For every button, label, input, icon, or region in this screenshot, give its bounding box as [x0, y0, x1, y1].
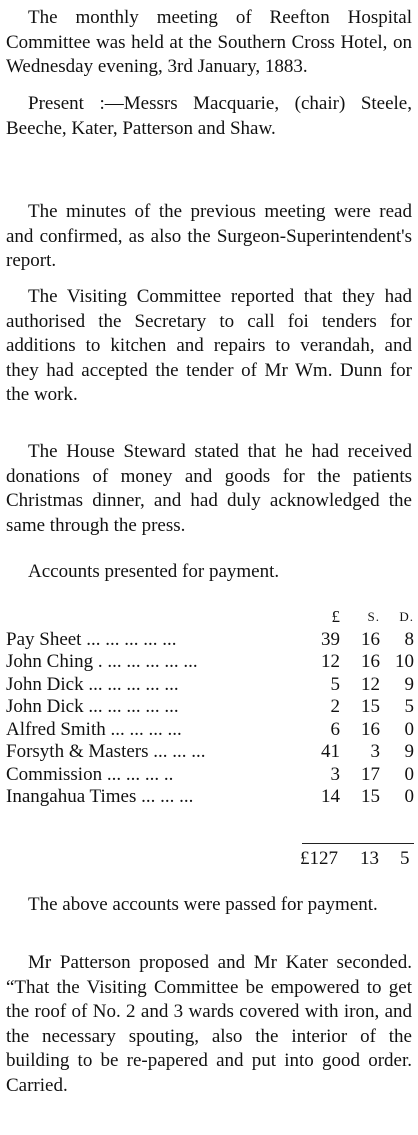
- pounds-cell: 12: [321, 651, 340, 672]
- pounds-header: £: [331, 607, 340, 626]
- pounds-cell: 41: [321, 741, 340, 762]
- shillings-header: S.: [367, 609, 380, 624]
- accounts-header-row: [6, 606, 414, 629]
- total-shillings: 13: [360, 848, 379, 869]
- motion-paragraph: Mr Patterson proposed and Mr Kater seconded. “That the Visiting Committee be empowered to get the roof of No. 2 and 3 wards covered with iron, and the necessary spouting, also the interior of the building to be re-papered and put into good order. Carried.: [6, 952, 412, 1096]
- pence-header: D.: [399, 609, 414, 624]
- table-row: [6, 741, 414, 764]
- pence-cell: 0: [404, 718, 414, 740]
- shillings-cell: 16: [361, 718, 380, 740]
- payee-name: Commission: [6, 763, 103, 785]
- dot-leader: ... ... ... ...: [105, 718, 182, 740]
- meeting-paragraph: The monthly meeting of Reefton Hospital Committee was held at the Southern Cross Hotel, on Wednesday evening, 3rd January, 1883.: [6, 7, 412, 77]
- pence-cell: 8: [404, 628, 414, 650]
- payee-name: Pay Sheet: [6, 628, 82, 650]
- dot-leader: ... ... ...: [136, 786, 194, 807]
- table-row: [6, 629, 414, 652]
- payee-name: John Ching: [6, 651, 94, 672]
- table-row: [6, 651, 414, 674]
- pence-cell: 5: [404, 696, 414, 717]
- shillings-cell: 17: [361, 763, 380, 785]
- dot-leader: . ... ... ... ... ...: [93, 651, 198, 672]
- payee-name: John Dick: [6, 673, 84, 695]
- visiting-committee-paragraph: The Visiting Committee reported that they had authorised the Secretary to call foi tenders for additions to kitchen and repairs to verandah, and they had accepted the tender of Mr Wm. Dunn for the work.: [6, 286, 412, 405]
- payee-name: Alfred Smith: [6, 718, 106, 740]
- pence-cell: 9: [404, 741, 414, 762]
- table-row: [6, 719, 414, 742]
- minutes-paragraph: The minutes of the previous meeting were read and confirmed, as also the Surgeon-Superintendent's report.: [6, 201, 412, 271]
- dot-leader: ... ... ...: [148, 741, 206, 762]
- pounds-cell: 39: [321, 628, 340, 650]
- dot-leader: ... ... ... ... ...: [81, 628, 177, 650]
- table-row: [6, 674, 414, 697]
- dot-leader: ... ... ... ... ...: [83, 696, 179, 717]
- accounts-table: [6, 606, 414, 809]
- dot-leader: ... ... ... ... ...: [83, 673, 179, 695]
- payee-name: Forsyth & Masters: [6, 741, 149, 762]
- shillings-cell: 15: [361, 696, 380, 717]
- table-row: [6, 764, 414, 787]
- shillings-cell: 3: [370, 741, 380, 762]
- shillings-cell: 16: [361, 651, 380, 672]
- dot-leader: ... ... ... ..: [102, 763, 174, 785]
- total-pounds: £127: [300, 848, 338, 869]
- pence-cell: 9: [404, 673, 414, 695]
- total-rule: [302, 843, 414, 844]
- accounts-heading: Accounts presented for payment.: [28, 561, 280, 582]
- present-paragraph: Present :—Messrs Macquarie, (chair) Steele, Beeche, Kater, Patterson and Shaw.: [6, 93, 412, 139]
- pounds-cell: 2: [330, 696, 340, 717]
- pence-cell: 0: [404, 786, 414, 807]
- pounds-cell: 14: [321, 786, 340, 807]
- payee-name: Inangahua Times: [6, 786, 137, 807]
- table-row: [6, 786, 414, 809]
- pounds-cell: 3: [330, 763, 340, 785]
- shillings-cell: 12: [361, 673, 380, 695]
- total-pence: 5: [400, 848, 410, 869]
- payee-name: John Dick: [6, 696, 84, 717]
- shillings-cell: 15: [361, 786, 380, 807]
- pence-cell: 10: [395, 651, 414, 672]
- shillings-cell: 16: [361, 628, 380, 650]
- accounts-passed-paragraph: The above accounts were passed for payment.: [28, 894, 378, 915]
- pounds-cell: 6: [330, 718, 340, 740]
- pounds-cell: 5: [330, 673, 340, 695]
- house-steward-paragraph: The House Steward stated that he had received donations of money and goods for the patients Christmas dinner, and had duly acknowledged the same through the press.: [6, 441, 412, 536]
- pence-cell: 0: [404, 763, 414, 785]
- table-row: [6, 696, 414, 719]
